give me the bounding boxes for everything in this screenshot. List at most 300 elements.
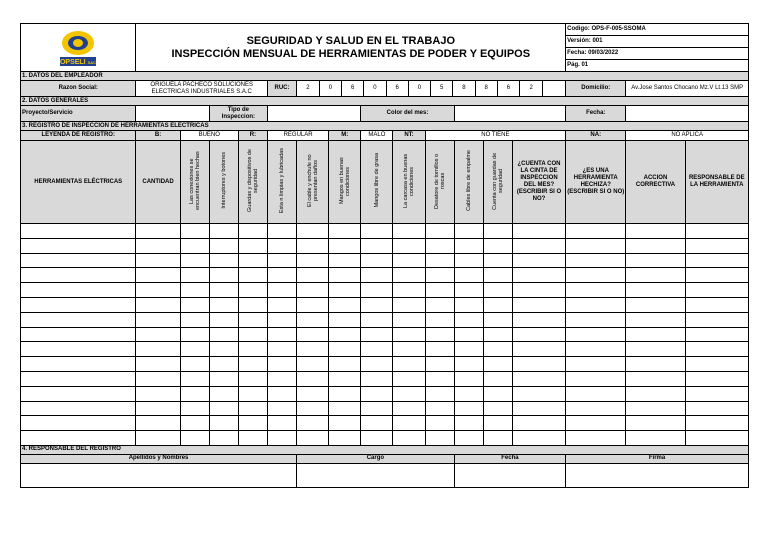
table-cell[interactable] — [483, 416, 512, 431]
table-cell[interactable] — [512, 357, 565, 372]
table-cell[interactable] — [512, 297, 565, 312]
table-cell[interactable] — [297, 431, 329, 446]
table-cell[interactable] — [425, 283, 454, 298]
table-cell[interactable] — [483, 238, 512, 253]
fecha-value[interactable] — [626, 106, 749, 122]
table-cell[interactable] — [512, 342, 565, 357]
table-cell[interactable] — [136, 371, 180, 386]
table-cell[interactable] — [361, 416, 393, 431]
table-cell[interactable] — [238, 342, 267, 357]
table-cell[interactable] — [21, 312, 136, 327]
table-cell[interactable] — [626, 342, 685, 357]
table-cell[interactable] — [209, 401, 238, 416]
table-cell[interactable] — [329, 416, 361, 431]
table-row — [21, 401, 749, 416]
table-cell[interactable] — [454, 224, 483, 239]
table-cell[interactable] — [393, 342, 425, 357]
table-cell[interactable] — [180, 357, 209, 372]
table-cell[interactable] — [483, 386, 512, 401]
table-cell[interactable] — [483, 312, 512, 327]
nombres-field[interactable] — [21, 463, 297, 487]
table-cell[interactable] — [393, 401, 425, 416]
table-cell[interactable] — [425, 238, 454, 253]
tipo-value[interactable] — [267, 106, 360, 122]
legend-text: REGULAR — [267, 131, 328, 141]
domicilio-value[interactable]: Av.Jose Santos Chocano Mz.V Lt.13 SMP — [626, 81, 749, 97]
table-cell[interactable] — [566, 416, 626, 431]
table-cell[interactable] — [136, 342, 180, 357]
table-cell[interactable] — [425, 357, 454, 372]
table-cell[interactable] — [483, 283, 512, 298]
table-cell[interactable] — [329, 342, 361, 357]
table-cell[interactable] — [267, 312, 296, 327]
table-cell[interactable] — [297, 342, 329, 357]
table-cell[interactable] — [626, 224, 685, 239]
table-cell[interactable] — [329, 371, 361, 386]
table-cell[interactable] — [454, 312, 483, 327]
table-cell[interactable] — [238, 327, 267, 342]
razon-value[interactable]: ORIGUELA PACHECO SOLUCIONES ELECTRICAS INDUSTRIALES S.A.C — [136, 81, 268, 97]
table-cell[interactable] — [136, 431, 180, 446]
table-cell[interactable] — [329, 357, 361, 372]
table-cell[interactable] — [297, 416, 329, 431]
table-cell[interactable] — [329, 401, 361, 416]
table-row — [21, 268, 749, 283]
table-cell[interactable] — [297, 357, 329, 372]
table-cell[interactable] — [21, 357, 136, 372]
table-cell[interactable] — [238, 357, 267, 372]
table-cell[interactable] — [483, 327, 512, 342]
table-cell[interactable] — [209, 416, 238, 431]
table-cell[interactable] — [393, 371, 425, 386]
company-logo — [21, 24, 136, 72]
table-cell[interactable] — [297, 268, 329, 283]
table-cell[interactable] — [626, 327, 685, 342]
table-cell[interactable] — [566, 401, 626, 416]
table-cell[interactable] — [483, 224, 512, 239]
table-cell[interactable] — [361, 224, 393, 239]
legend-text: MALO — [361, 131, 393, 141]
table-cell[interactable] — [483, 401, 512, 416]
table-row — [21, 357, 749, 372]
table-cell[interactable] — [329, 327, 361, 342]
table-cell[interactable] — [483, 431, 512, 446]
table-cell[interactable] — [238, 312, 267, 327]
table-row — [21, 253, 749, 268]
doc-code: Codigo: OPS-F-005-SSOMA — [566, 24, 749, 36]
table-cell[interactable] — [297, 312, 329, 327]
table-cell[interactable] — [454, 357, 483, 372]
table-cell[interactable] — [512, 327, 565, 342]
table-cell[interactable] — [483, 357, 512, 372]
table-cell[interactable] — [626, 371, 685, 386]
table-cell[interactable] — [136, 268, 180, 283]
table-cell[interactable] — [512, 238, 565, 253]
table-cell[interactable] — [454, 283, 483, 298]
legend-row — [21, 131, 749, 141]
table-cell[interactable] — [685, 224, 748, 239]
table-cell[interactable] — [238, 283, 267, 298]
table-cell[interactable] — [180, 386, 209, 401]
table-cell[interactable] — [685, 268, 748, 283]
table-cell[interactable] — [136, 297, 180, 312]
table-cell[interactable] — [21, 238, 136, 253]
table-cell[interactable] — [21, 297, 136, 312]
table-cell[interactable] — [180, 327, 209, 342]
table-cell[interactable] — [361, 297, 393, 312]
col-header-fecha: Fecha — [454, 454, 565, 463]
table-cell[interactable] — [209, 253, 238, 268]
table-row — [21, 342, 749, 357]
col-header-qty: CANTIDAD — [136, 141, 180, 224]
table-cell[interactable] — [454, 371, 483, 386]
table-cell[interactable] — [512, 268, 565, 283]
table-row — [21, 283, 749, 298]
table-cell[interactable] — [393, 416, 425, 431]
table-cell[interactable] — [136, 386, 180, 401]
table-cell[interactable] — [566, 268, 626, 283]
table-cell[interactable] — [267, 238, 296, 253]
table-cell[interactable] — [626, 401, 685, 416]
table-cell[interactable] — [267, 268, 296, 283]
table-cell[interactable] — [685, 283, 748, 298]
table-cell[interactable] — [361, 253, 393, 268]
table-cell[interactable] — [297, 238, 329, 253]
table-cell[interactable] — [21, 386, 136, 401]
table-cell[interactable] — [454, 253, 483, 268]
table-cell[interactable] — [454, 401, 483, 416]
table-cell[interactable] — [566, 283, 626, 298]
table-cell[interactable] — [297, 283, 329, 298]
table-cell[interactable] — [238, 268, 267, 283]
table-cell[interactable] — [483, 342, 512, 357]
table-cell[interactable] — [209, 224, 238, 239]
table-cell[interactable] — [626, 297, 685, 312]
table-cell[interactable] — [454, 297, 483, 312]
table-cell[interactable] — [180, 401, 209, 416]
table-cell[interactable] — [685, 342, 748, 357]
ruc-digit: 6 — [386, 81, 408, 96]
table-cell[interactable] — [425, 371, 454, 386]
table-cell[interactable] — [136, 327, 180, 342]
table-cell[interactable] — [512, 386, 565, 401]
table-cell[interactable] — [136, 283, 180, 298]
table-cell[interactable] — [238, 253, 267, 268]
table-cell[interactable] — [361, 401, 393, 416]
table-cell[interactable] — [21, 253, 136, 268]
table-cell[interactable] — [136, 401, 180, 416]
table-cell[interactable] — [21, 431, 136, 446]
table-cell[interactable] — [209, 268, 238, 283]
table-cell[interactable] — [425, 431, 454, 446]
legend-text: NO TIENE — [425, 131, 566, 141]
table-cell[interactable] — [329, 283, 361, 298]
table-cell[interactable] — [393, 357, 425, 372]
table-cell[interactable] — [361, 312, 393, 327]
table-cell[interactable] — [454, 431, 483, 446]
table-cell[interactable] — [329, 238, 361, 253]
table-cell[interactable] — [566, 224, 626, 239]
table-cell[interactable] — [685, 401, 748, 416]
table-cell[interactable] — [238, 297, 267, 312]
table-cell[interactable] — [267, 386, 296, 401]
table-cell[interactable] — [180, 371, 209, 386]
table-cell[interactable] — [180, 297, 209, 312]
table-cell[interactable] — [361, 283, 393, 298]
table-cell[interactable] — [267, 224, 296, 239]
table-cell[interactable] — [685, 297, 748, 312]
table-cell[interactable] — [454, 238, 483, 253]
table-cell[interactable] — [238, 386, 267, 401]
table-cell[interactable] — [454, 268, 483, 283]
table-cell[interactable] — [329, 312, 361, 327]
table-cell[interactable] — [393, 268, 425, 283]
table-cell[interactable] — [136, 312, 180, 327]
col-header-check: Esta n limpias y lubricadas — [267, 141, 296, 224]
table-cell[interactable] — [626, 238, 685, 253]
table-cell[interactable] — [180, 253, 209, 268]
table-cell[interactable] — [297, 297, 329, 312]
fecha-label: Fecha: — [566, 106, 626, 122]
table-cell[interactable] — [425, 253, 454, 268]
color-value[interactable] — [454, 106, 565, 122]
table-cell[interactable] — [180, 431, 209, 446]
table-cell[interactable] — [393, 386, 425, 401]
table-cell[interactable] — [454, 416, 483, 431]
color-label: Color del mes: — [361, 106, 454, 122]
table-cell[interactable] — [685, 253, 748, 268]
table-cell[interactable] — [297, 371, 329, 386]
table-cell[interactable] — [566, 327, 626, 342]
table-cell[interactable] — [685, 238, 748, 253]
table-cell[interactable] — [209, 238, 238, 253]
table-cell[interactable] — [267, 297, 296, 312]
table-cell[interactable] — [512, 416, 565, 431]
table-cell[interactable] — [180, 312, 209, 327]
fecha-field[interactable] — [454, 463, 565, 487]
table-cell[interactable] — [21, 268, 136, 283]
table-cell[interactable] — [329, 386, 361, 401]
table-cell[interactable] — [361, 431, 393, 446]
legend-code: NA: — [566, 131, 626, 141]
table-cell[interactable] — [329, 297, 361, 312]
table-cell[interactable] — [329, 268, 361, 283]
table-cell[interactable] — [566, 297, 626, 312]
table-cell[interactable] — [512, 283, 565, 298]
table-cell[interactable] — [626, 357, 685, 372]
table-cell[interactable] — [483, 268, 512, 283]
table-cell[interactable] — [136, 224, 180, 239]
table-cell[interactable] — [566, 386, 626, 401]
table-cell[interactable] — [180, 283, 209, 298]
table-cell[interactable] — [512, 431, 565, 446]
table-cell[interactable] — [425, 401, 454, 416]
table-cell[interactable] — [180, 416, 209, 431]
table-cell[interactable] — [566, 238, 626, 253]
table-cell[interactable] — [267, 283, 296, 298]
table-cell[interactable] — [329, 431, 361, 446]
table-cell[interactable] — [267, 416, 296, 431]
table-cell[interactable] — [425, 342, 454, 357]
table-cell[interactable] — [393, 312, 425, 327]
legend-code: M: — [329, 131, 361, 141]
table-cell[interactable] — [393, 238, 425, 253]
table-cell[interactable] — [393, 283, 425, 298]
table-cell[interactable] — [393, 431, 425, 446]
table-row — [21, 327, 749, 342]
table-cell[interactable] — [180, 224, 209, 239]
table-cell[interactable] — [209, 312, 238, 327]
table-cell[interactable] — [361, 357, 393, 372]
legend-text: BUENO — [180, 131, 238, 141]
table-cell[interactable] — [209, 357, 238, 372]
table-cell[interactable] — [566, 371, 626, 386]
table-cell[interactable] — [267, 357, 296, 372]
table-cell[interactable] — [209, 297, 238, 312]
table-cell[interactable] — [566, 312, 626, 327]
table-cell[interactable] — [483, 253, 512, 268]
table-cell[interactable] — [566, 431, 626, 446]
table-cell[interactable] — [180, 268, 209, 283]
table-cell[interactable] — [626, 253, 685, 268]
ruc-value[interactable] — [297, 81, 566, 97]
cargo-field[interactable] — [297, 463, 455, 487]
table-cell[interactable] — [685, 327, 748, 342]
table-cell[interactable] — [626, 431, 685, 446]
table-cell[interactable] — [267, 431, 296, 446]
table-cell[interactable] — [483, 297, 512, 312]
col-header-responsable: RESPONSABLE DE LA HERRAMIENTA — [685, 141, 748, 224]
col-header-firma: Firma — [566, 454, 749, 463]
table-cell[interactable] — [21, 342, 136, 357]
table-cell[interactable] — [21, 224, 136, 239]
table-row — [21, 386, 749, 401]
table-cell[interactable] — [512, 371, 565, 386]
col-header-check: Las conexiones se encuentran bien hechas — [180, 141, 209, 224]
table-cell[interactable] — [136, 238, 180, 253]
table-cell[interactable] — [238, 401, 267, 416]
table-cell[interactable] — [297, 253, 329, 268]
table-cell[interactable] — [425, 416, 454, 431]
table-cell[interactable] — [393, 224, 425, 239]
table-cell[interactable] — [626, 416, 685, 431]
table-cell[interactable] — [267, 342, 296, 357]
col-header-check: Guardas y dispositivos de seguridad — [238, 141, 267, 224]
table-cell[interactable] — [425, 386, 454, 401]
table-cell[interactable] — [512, 401, 565, 416]
table-cell[interactable] — [685, 386, 748, 401]
table-cell[interactable] — [566, 342, 626, 357]
table-cell[interactable] — [425, 297, 454, 312]
legend-code: NT: — [393, 131, 425, 141]
table-cell[interactable] — [566, 253, 626, 268]
table-cell[interactable] — [361, 342, 393, 357]
table-cell[interactable] — [566, 357, 626, 372]
table-cell[interactable] — [361, 371, 393, 386]
table-cell[interactable] — [425, 312, 454, 327]
table-cell[interactable] — [425, 268, 454, 283]
table-cell[interactable] — [361, 386, 393, 401]
table-cell[interactable] — [136, 416, 180, 431]
table-cell[interactable] — [238, 371, 267, 386]
table-cell[interactable] — [393, 327, 425, 342]
table-cell[interactable] — [238, 224, 267, 239]
table-cell[interactable] — [209, 283, 238, 298]
table-cell[interactable] — [297, 327, 329, 342]
table-cell[interactable] — [361, 238, 393, 253]
table-cell[interactable] — [361, 268, 393, 283]
proyecto-label: Proyecto/Servicio — [21, 106, 136, 122]
table-cell[interactable] — [21, 371, 136, 386]
table-cell[interactable] — [267, 253, 296, 268]
firma-field[interactable] — [566, 463, 749, 487]
table-cell[interactable] — [297, 386, 329, 401]
table-cell[interactable] — [454, 386, 483, 401]
table-cell[interactable] — [329, 224, 361, 239]
table-cell[interactable] — [512, 312, 565, 327]
table-cell[interactable] — [267, 401, 296, 416]
table-cell[interactable] — [685, 371, 748, 386]
table-cell[interactable] — [626, 283, 685, 298]
table-cell[interactable] — [238, 431, 267, 446]
table-cell[interactable] — [425, 327, 454, 342]
table-cell[interactable] — [180, 342, 209, 357]
table-cell[interactable] — [297, 401, 329, 416]
table-cell[interactable] — [454, 342, 483, 357]
table-cell[interactable] — [136, 357, 180, 372]
table-cell[interactable] — [21, 401, 136, 416]
table-cell[interactable] — [393, 297, 425, 312]
table-cell[interactable] — [425, 224, 454, 239]
table-cell[interactable] — [329, 253, 361, 268]
col-header-check: Mangos libre de grasa — [361, 141, 393, 224]
proyecto-value[interactable] — [136, 106, 209, 122]
table-cell[interactable] — [136, 253, 180, 268]
table-cell[interactable] — [209, 327, 238, 342]
ruc-digit: 8 — [475, 81, 497, 96]
table-cell[interactable] — [512, 253, 565, 268]
table-cell[interactable] — [267, 371, 296, 386]
table-cell[interactable] — [483, 371, 512, 386]
table-cell[interactable] — [685, 357, 748, 372]
ruc-digit — [543, 81, 566, 96]
table-cell[interactable] — [21, 416, 136, 431]
table-cell[interactable] — [209, 431, 238, 446]
table-cell[interactable] — [626, 268, 685, 283]
table-cell[interactable] — [685, 431, 748, 446]
table-cell[interactable] — [685, 312, 748, 327]
table-cell[interactable] — [626, 312, 685, 327]
table-cell[interactable] — [209, 371, 238, 386]
table-cell[interactable] — [209, 386, 238, 401]
table-cell[interactable] — [180, 238, 209, 253]
table-cell[interactable] — [209, 342, 238, 357]
table-cell[interactable] — [512, 224, 565, 239]
table-cell[interactable] — [21, 283, 136, 298]
ruc-digit: 6 — [497, 81, 519, 96]
table-cell[interactable] — [361, 327, 393, 342]
table-cell[interactable] — [297, 224, 329, 239]
table-cell[interactable] — [238, 238, 267, 253]
table-cell[interactable] — [454, 327, 483, 342]
table-cell[interactable] — [238, 416, 267, 431]
table-cell[interactable] — [393, 253, 425, 268]
section-general: 2. DATOS GENERALES — [21, 97, 749, 106]
table-cell[interactable] — [626, 386, 685, 401]
table-cell[interactable] — [685, 416, 748, 431]
table-cell[interactable] — [21, 327, 136, 342]
table-cell[interactable] — [267, 327, 296, 342]
